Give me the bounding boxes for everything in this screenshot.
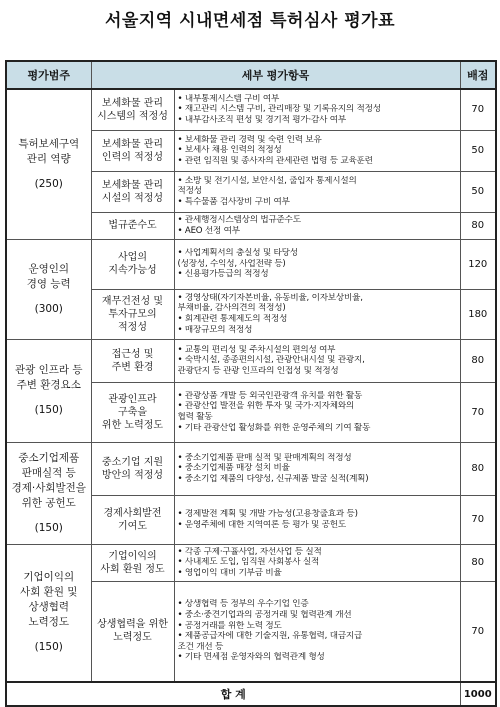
- category-name-line: 관광 인프라 등: [14, 364, 83, 376]
- subcategory-cell: [91, 289, 174, 339]
- subcategory-line: 보세화물 관리: [101, 138, 164, 150]
- detail-cell: [174, 289, 460, 339]
- category-name-line: 중소기업제품: [18, 451, 80, 464]
- detail-item: • 보세사 채용 인력의 적정성: [177, 145, 282, 156]
- detail-item: • 관광산업 발전을 위한 투자 및 국가·지자체와의: [177, 401, 355, 412]
- total-row: [6, 682, 496, 706]
- subcategory-line: 위한 노력정도: [101, 419, 164, 431]
- header-items: 세부 평가항목: [91, 61, 460, 89]
- detail-item: • 기타 면세점 운영자와의 협력관계 형성: [177, 652, 325, 663]
- subcategory-cell: [91, 382, 174, 442]
- detail-item: • 사내제도 도입, 임직원 사회봉사 실적: [177, 557, 320, 568]
- category-cell: [6, 442, 91, 544]
- table-row: [6, 239, 496, 289]
- subcategory-line: 적정성: [118, 321, 147, 333]
- header-score: 배점: [460, 61, 496, 89]
- subcategory-line: 시스템의 적정성: [97, 110, 168, 122]
- detail-item: • 경제발전 계획 및 개발 가능성(고용창출효과 등): [177, 508, 358, 519]
- subcategory-line: 보세화물 관리: [101, 97, 164, 109]
- detail-item: • 운영주체에 대한 지역여론 등 평가 및 공헌도: [177, 519, 346, 530]
- score-cell: 80: [460, 544, 496, 581]
- subcategory-cell: [91, 239, 174, 289]
- detail-item: • AEO 선정 여부: [177, 225, 240, 236]
- category-points: (150): [34, 404, 63, 416]
- subcategory-cell: [91, 495, 174, 544]
- page-title: 서울지역 시내면세점 특허심사 평가표: [104, 11, 395, 31]
- category-name-line: 사회 환원 및: [20, 586, 78, 599]
- score-cell: 80: [460, 212, 496, 239]
- category-name-line: 경제·사회발전을: [11, 481, 86, 494]
- detail-cell: [174, 442, 460, 495]
- detail-item: • 숙박시설, 종종편의시설, 관광안내시설 및 관광지,: [177, 355, 365, 366]
- subcategory-line: 접근성 및: [111, 348, 154, 360]
- header-row: [6, 61, 496, 89]
- subcategory-cell: [91, 544, 174, 581]
- subcategory-line: 기여도: [118, 520, 147, 532]
- detail-cell: [174, 130, 460, 171]
- total-label: 합 계: [6, 682, 460, 706]
- subcategory-line: 재무건전성 및: [101, 295, 164, 307]
- detail-cell: [174, 544, 460, 581]
- detail-item: • 각종 구제·구휼사업, 자선사업 등 실적: [177, 546, 322, 557]
- score-cell: 70: [460, 382, 496, 442]
- detail-item: 적정성: [177, 186, 202, 197]
- detail-item: • 기타 관광산업 활성화를 위한 운영주체의 기여 활동: [177, 422, 371, 433]
- detail-item: • 중소·중견기업과의 공정거래 및 협력관계 개선: [177, 610, 352, 621]
- score-cell: 80: [460, 339, 496, 382]
- total-score: 1000: [460, 682, 496, 706]
- subcategory-cell: [91, 130, 174, 171]
- detail-cell: [174, 495, 460, 544]
- subcategory-line: 사업의: [118, 252, 147, 263]
- detail-item: 관광단지 등 관광 인프라의 인접성 및 적정성: [177, 365, 339, 376]
- subcategory-line: 시설의 적정성: [101, 192, 164, 204]
- detail-item: • 회계관련 통제제도의 적정성: [177, 314, 288, 324]
- category-name-line: 판매실적 등: [21, 466, 76, 479]
- category-points: (300): [34, 302, 63, 315]
- detail-cell: [174, 339, 460, 382]
- detail-item: • 관광상품 개발 등 외국인관광객 유치를 위한 활동: [177, 390, 363, 401]
- detail-item: • 소방 및 전기시설, 보안시설, 출입자 통제시설의: [177, 175, 357, 186]
- detail-item: • 공정거래를 위한 노력 정도: [177, 620, 282, 631]
- detail-item: • 상생협력 등 정부의 우수기업 인증: [177, 599, 309, 610]
- category-cell: [6, 544, 91, 682]
- detail-item: • 내부감사조직 편성 및 경기적 평가·감사 여부: [177, 115, 346, 126]
- detail-item: • 중소기업제품 매장 설치 비율: [177, 463, 290, 474]
- subcategory-line: 노력정도: [113, 632, 152, 644]
- detail-cell: [174, 382, 460, 442]
- subcategory-line: 방안의 적정성: [101, 469, 164, 481]
- detail-item: (성장성, 수익성, 사업전략 등): [177, 258, 286, 269]
- score-cell: 50: [460, 171, 496, 212]
- detail-item: • 교통의 편리성 및 주차시설의 편의성 여부: [177, 344, 336, 355]
- subcategory-line: 법규준수도: [108, 220, 157, 231]
- table-row: [6, 442, 496, 495]
- detail-cell: [174, 171, 460, 212]
- subcategory-cell: [91, 581, 174, 682]
- detail-item: • 사업계획서의 충실성 및 타당성: [177, 248, 298, 259]
- detail-item: • 중소기업제품 판매 실적 및 판매계획의 적정성: [177, 452, 352, 463]
- category-points: (250): [34, 177, 63, 190]
- score-cell: 180: [460, 289, 496, 339]
- subcategory-line: 중소기업 지원: [101, 456, 164, 468]
- category-name-line: 경영 능력: [26, 277, 71, 290]
- subcategory-cell: [91, 89, 174, 130]
- subcategory-line: 관광인프라: [108, 393, 157, 405]
- category-name-line: 위한 공헌도: [21, 496, 76, 509]
- detail-cell: [174, 239, 460, 289]
- detail-item: • 영업이익 대비 기부금 비율: [177, 567, 282, 578]
- score-cell: 70: [460, 89, 496, 130]
- score-cell: 80: [460, 442, 496, 495]
- subcategory-line: 사회 환원 정도: [100, 563, 165, 575]
- subcategory-line: 기업이익의: [108, 550, 157, 562]
- category-name-line: 주변 환경요소: [16, 379, 81, 391]
- category-name-line: 관리 역량: [26, 152, 71, 165]
- detail-item: • 매장규모의 적정성: [177, 324, 253, 335]
- category-points: (150): [34, 521, 63, 534]
- score-cell: 50: [460, 130, 496, 171]
- table-row: [6, 544, 496, 581]
- subcategory-line: 상생협력을 위한: [97, 619, 168, 631]
- detail-item: 협력 활동: [177, 412, 213, 422]
- subcategory-cell: [91, 212, 174, 239]
- subcategory-line: 투자규모의: [108, 308, 157, 320]
- category-points: (150): [34, 641, 63, 654]
- evaluation-table: [5, 60, 497, 707]
- detail-item: 조건 개선 등: [177, 641, 224, 652]
- subcategory-cell: [91, 339, 174, 382]
- category-name-line: 노력정도: [28, 616, 70, 629]
- category-name-line: 기업이익의: [23, 571, 75, 584]
- subcategory-cell: [91, 442, 174, 495]
- category-cell: [6, 89, 91, 239]
- detail-item: • 경영상태(자기자본비율, 유동비율, 이자보상비율,: [177, 292, 363, 303]
- score-cell: 70: [460, 495, 496, 544]
- category-name-line: 운영인의: [28, 262, 70, 275]
- detail-cell: [174, 581, 460, 682]
- subcategory-cell: [91, 171, 174, 212]
- detail-item: • 신용평가등급의 적정성: [177, 269, 269, 280]
- table-row: [6, 89, 496, 130]
- detail-item: • 중소기업 제품의 다양성, 신규제품 발굴 실적(계획): [177, 473, 369, 484]
- table-row: [6, 339, 496, 382]
- detail-cell: [174, 212, 460, 239]
- detail-item: • 관련 임직원 및 종사자의 관세관련 법령 등 교육훈련: [177, 155, 373, 166]
- detail-item: • 내부통제시스템 구비 여부: [177, 93, 280, 104]
- subcategory-line: 보세화물 관리: [101, 179, 164, 191]
- category-name-line: 특허보세구역: [18, 137, 80, 150]
- subcategory-line: 구축을: [118, 406, 147, 418]
- detail-item: 부채비율, 감사의견의 적정성): [177, 303, 286, 314]
- detail-item: • 재고관리 시스템 구비, 관리매장 및 기록유지의 적정성: [177, 104, 381, 115]
- category-cell: [6, 239, 91, 339]
- subcategory-line: 경제사회발전: [103, 507, 162, 519]
- subcategory-line: 지속가능성: [108, 265, 157, 276]
- detail-item: • 제품공급자에 대한 기술지원, 유통협력, 대금지급: [177, 631, 363, 642]
- header-category: 평가범주: [6, 61, 91, 89]
- subcategory-line: 인력의 적정성: [101, 151, 164, 163]
- detail-item: • 보세화물 관리 경력 및 숙련 인력 보유: [177, 134, 322, 145]
- detail-item: • 특수물품 검사장비 구비 여부: [177, 196, 290, 207]
- category-name-line: 상생협력: [28, 601, 70, 614]
- category-cell: [6, 339, 91, 442]
- score-cell: 120: [460, 239, 496, 289]
- score-cell: 70: [460, 581, 496, 682]
- detail-cell: [174, 89, 460, 130]
- subcategory-line: 주변 환경: [111, 361, 154, 373]
- detail-item: • 관세행정시스템상의 법규준수도: [177, 214, 301, 225]
- table-body: [6, 89, 496, 706]
